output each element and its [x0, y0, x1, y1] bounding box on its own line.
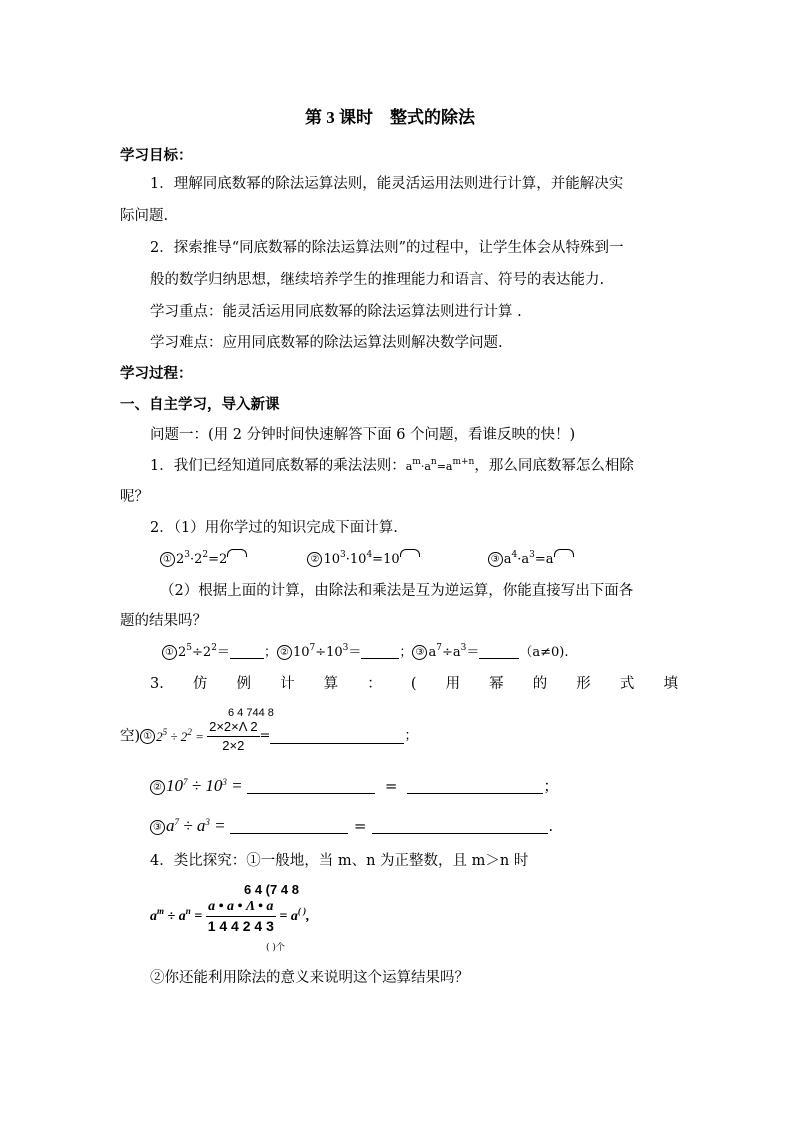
answer-blank[interactable] — [247, 779, 375, 794]
q2-text: 2．（1）用你学过的知识完成下面计算. — [150, 520, 398, 536]
goal-2-line-1: 2．探索推导“同底数幂的除法运算法则”的过程中，让学生体会从特殊到一 — [150, 240, 624, 256]
answer-blank[interactable] — [230, 819, 348, 834]
q4-sub2: ②你还能利用除法的意义来说明这个运算结果吗？ — [150, 970, 469, 986]
circled-1-icon: ① — [140, 729, 155, 744]
q1-line-2: 呢？ — [120, 489, 149, 505]
calc-2: ② $10^3\cdot 10^4=10$ — [307, 552, 419, 567]
calc-3: ③ $a^4\cdot a^3=a$ — [488, 552, 574, 567]
q3-row-3: ③ $a^7 \div a^3$ = = . — [150, 816, 553, 836]
goals-heading: 学习目标： — [120, 147, 193, 164]
answer-blank[interactable] — [361, 644, 399, 659]
q4-brace-top: 6 4 (7 4 8 — [244, 882, 299, 897]
calc-1: ① $2^3\cdot 2^2=2$ — [160, 552, 247, 567]
example-fraction: $\frac{2\times 2\times\Lambda 2}{2\times 2}$ — [209, 719, 258, 753]
circled-3-icon: ③ — [150, 820, 165, 835]
page-title: 第 3 课时 整式的除法 — [305, 108, 475, 127]
nonzero-condition: （a≠0). — [519, 645, 569, 660]
answer-blank[interactable] — [270, 729, 404, 744]
answer-box[interactable] — [227, 549, 247, 557]
q4-formula-row: $a^m \div a^n$ = $\frac{a • a • \Lambda • a}{1 4 4 2 4 3}$ = a( ), — [150, 899, 310, 934]
answer-blank[interactable] — [479, 644, 519, 659]
goal-2-line-2: 般的数学归纳思想，继续培养学生的推理能力和语言、符号的表达能力. — [150, 272, 605, 288]
q4-brace-under: ( )个 — [266, 943, 285, 953]
circled-2-icon: ② — [277, 645, 292, 660]
q1-formula: $a^m\cdot a^n=a^{m+n}$ — [405, 457, 475, 473]
general-fraction: $\frac{a • a • \Lambda • a}{1 4 4 2 4 3}$ — [207, 899, 274, 934]
q1-text-b: ，那么同底数幂怎么相除 — [474, 458, 634, 474]
q1-line — [150, 456, 634, 477]
process-heading: 学习过程： — [120, 365, 193, 382]
answer-blank[interactable] — [407, 779, 543, 794]
circled-1-icon: ① — [160, 552, 175, 567]
q3-heading: 3. 仿 例 计 算 ： ( 用 幂 的 形 式 填 — [150, 676, 678, 692]
section1-heading: 一、自主学习，导入新课 — [120, 396, 280, 413]
circled-3-icon: ③ — [412, 645, 427, 660]
q1-text-a: 1．我们已经知道同底数幂的乘法法则： — [150, 458, 406, 474]
q2-fill-row: ① $2^5\div 2^2=$ ； ② $10^7\div 10^3=$ ； ③ $a^7\div a^3= (a\ne 0)$. — [162, 643, 568, 663]
difficulty: 学习难点：应用同底数幂的除法运算法则解决数学问题. — [150, 335, 503, 351]
circled-2-icon: ② — [307, 552, 322, 567]
goal-1-line-1: 1．理解同底数幂的除法运算法则，能灵活运用法则进行计算，并能解决实 — [150, 176, 624, 192]
circled-2-icon: ② — [150, 780, 165, 795]
circled-1-icon: ① — [162, 645, 177, 660]
q3-row-2: ② $10^7 \div 10^3$ = = ； — [150, 776, 558, 796]
q2-calc-row — [160, 549, 574, 570]
circled-3-icon: ③ — [488, 552, 503, 567]
answer-box[interactable] — [554, 549, 574, 557]
question1-intro: 问题一：(用 2 分钟时间快速解答下面 6 个问题，看谁反映的快！) — [150, 427, 576, 443]
q2-sub2-line-1: （2）根据上面的计算，由除法和乘法是互为逆运算，你能直接写出下面各 — [160, 583, 634, 599]
q2-sub2-line-2: 题的结果吗？ — [120, 613, 207, 629]
goal-1-line-2: 际问题. — [120, 208, 169, 224]
answer-blank[interactable] — [230, 644, 264, 659]
q3-example-row: 空) ① $2^5 \div 2^2$ = $\frac{2\times 2\times\Lambda 2}{2\times 2}$ = ； — [120, 719, 418, 753]
q3-brace-top: 6 4 744 8 — [228, 707, 274, 719]
q4-text: 4．类比探究：①一般地，当 m、n 为正整数，且 m＞n 时 — [150, 853, 529, 869]
key-point: 学习重点：能灵活运用同底数幂的除法运算法则进行计算 . — [150, 304, 522, 320]
answer-blank[interactable] — [372, 819, 548, 834]
answer-box[interactable] — [400, 549, 420, 557]
